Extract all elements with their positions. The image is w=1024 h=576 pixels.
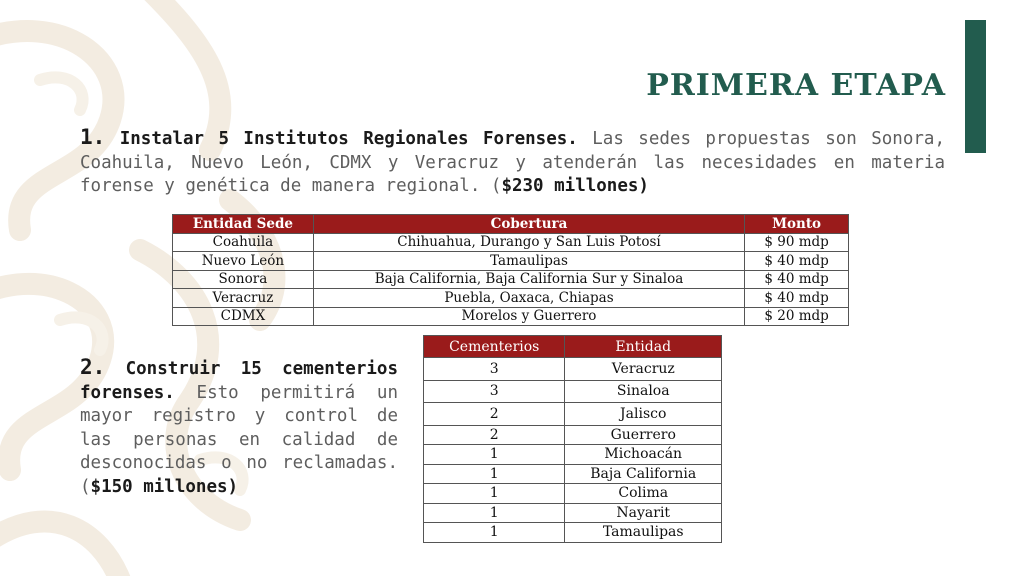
column-header: Monto <box>745 215 849 234</box>
table-cell: Sonora <box>173 270 314 289</box>
table-row <box>424 503 722 523</box>
table-cell: $ 40 mdp <box>745 289 849 308</box>
table-row <box>424 380 722 403</box>
table-header-row <box>424 336 722 358</box>
column-header: Entidad <box>565 336 722 358</box>
section-1-amount: $230 millones) <box>501 176 649 196</box>
table-row <box>173 307 849 326</box>
table-cell: 2 <box>424 425 565 445</box>
table-cell: 1 <box>424 523 565 543</box>
table-cell: Coahuila <box>173 233 314 252</box>
section-2-number: 2. <box>80 355 106 379</box>
table-cell: Morelos y Guerrero <box>313 307 744 326</box>
table-cell: 3 <box>424 358 565 381</box>
table-row <box>173 289 849 308</box>
table-cell: Chihuahua, Durango y San Luis Potosí <box>313 233 744 252</box>
page-title: PRIMERA ETAPA <box>646 68 946 103</box>
section-2-amount: $150 millones) <box>90 476 239 497</box>
section-1-body: Las sedes propuestas son Sonora, Coahuila, Nuevo León, CDMX y Veracruz y atenderán las necesidades en materia forense y genética de manera regional. ( <box>80 129 945 196</box>
table-cell: Nuevo León <box>173 252 314 271</box>
table-row <box>424 425 722 445</box>
table-header-row <box>173 215 849 234</box>
cemeteries-table <box>423 335 722 543</box>
table-cell: Michoacán <box>565 445 722 465</box>
table-cell: Baja California, Baja California Sur y Sinaloa <box>313 270 744 289</box>
section-2-body: Esto permitirá un mayor registro y control de las personas en calidad de desconocidas o no reclamadas. ( <box>80 382 398 497</box>
table-cell: Sinaloa <box>565 380 722 403</box>
table-cell: 1 <box>424 445 565 465</box>
column-header: Entidad Sede <box>173 215 314 234</box>
section-2-heading: Construir 15 cementerios forenses. <box>80 359 398 403</box>
table-cell: 3 <box>424 380 565 403</box>
table-row <box>424 358 722 381</box>
table-cell: Veracruz <box>565 358 722 381</box>
section-1-text <box>80 126 945 199</box>
table-row <box>173 270 849 289</box>
table-row <box>424 403 722 426</box>
table-cell: $ 40 mdp <box>745 252 849 271</box>
table-cell: 1 <box>424 464 565 484</box>
column-header: Cobertura <box>313 215 744 234</box>
table-cell: Veracruz <box>173 289 314 308</box>
institutes-table <box>172 214 849 326</box>
accent-bar <box>965 20 986 153</box>
table-cell: 1 <box>424 503 565 523</box>
table-cell: Tamaulipas <box>313 252 744 271</box>
table-row <box>424 445 722 465</box>
table-cell: Tamaulipas <box>565 523 722 543</box>
table-row <box>424 484 722 504</box>
table-cell: 1 <box>424 484 565 504</box>
table-cell: Baja California <box>565 464 722 484</box>
section-2-text <box>80 356 398 499</box>
table-cell: $ 90 mdp <box>745 233 849 252</box>
table-cell: 2 <box>424 403 565 426</box>
table-row <box>173 233 849 252</box>
table-cell: Nayarit <box>565 503 722 523</box>
table-cell: Colima <box>565 484 722 504</box>
table-cell: $ 40 mdp <box>745 270 849 289</box>
section-1-heading: Instalar 5 Institutos Regionales Forenses. <box>119 129 578 149</box>
table-cell: CDMX <box>173 307 314 326</box>
table-row <box>424 523 722 543</box>
table-cell: Guerrero <box>565 425 722 445</box>
table-row <box>424 464 722 484</box>
column-header: Cementerios <box>424 336 565 358</box>
section-1-number: 1. <box>80 125 106 149</box>
table-cell: Puebla, Oaxaca, Chiapas <box>313 289 744 308</box>
table-cell: Jalisco <box>565 403 722 426</box>
table-cell: $ 20 mdp <box>745 307 849 326</box>
table-row <box>173 252 849 271</box>
